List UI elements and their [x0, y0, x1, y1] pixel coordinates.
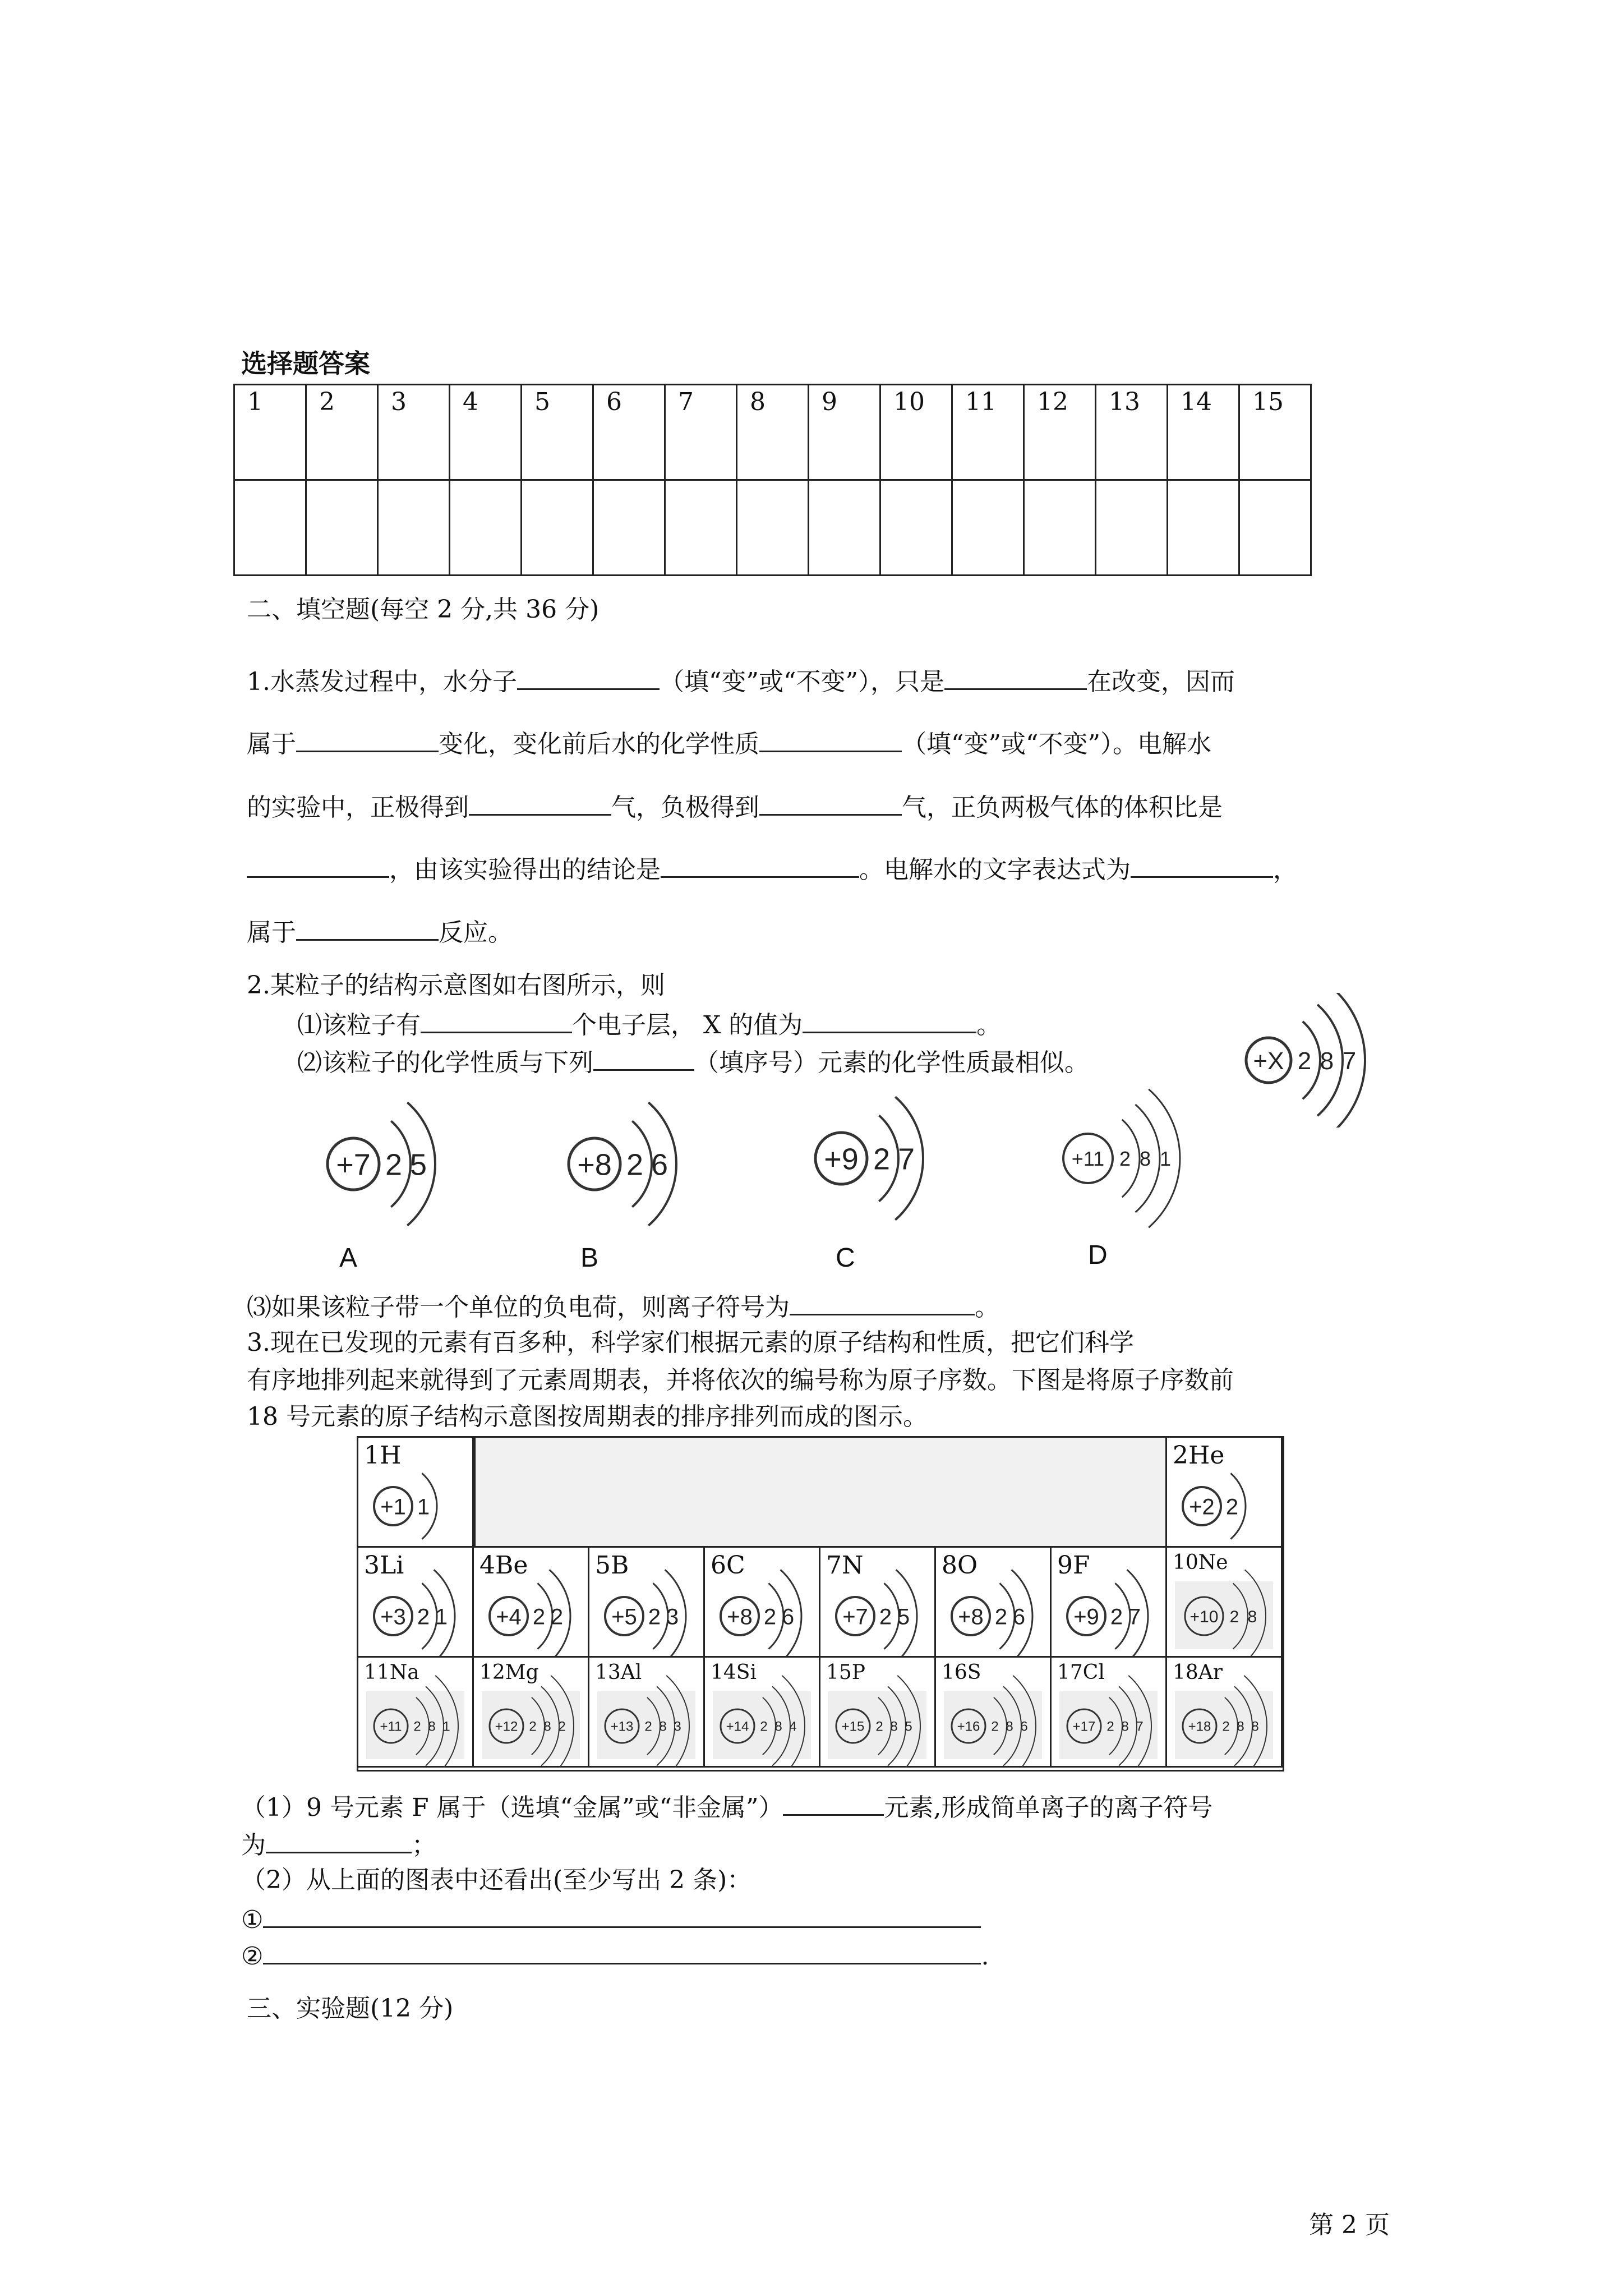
nucleus-charge: +18 — [1188, 1719, 1211, 1734]
nucleus-charge: +10 — [1189, 1607, 1219, 1626]
shell-electron-count: 8 — [1247, 1607, 1257, 1626]
answer-number-cell: 5 — [522, 385, 593, 480]
answer-number-cell: 6 — [593, 385, 665, 480]
shell-electron-count: 2 — [1110, 1604, 1123, 1630]
shell-electron-count: 1 — [435, 1604, 448, 1630]
answer-number-cell: 9 — [809, 385, 880, 480]
page-number: 第 2 页 — [1309, 2211, 1390, 2239]
element-cell — [1165, 1436, 1283, 1548]
shell-electron-count: 2 — [994, 1604, 1008, 1630]
shell-electron-count: 2 — [1222, 1719, 1230, 1734]
answer-input-cell[interactable] — [737, 480, 809, 576]
nucleus-charge: +17 — [1072, 1719, 1096, 1734]
shell-electron-count: 2 — [1225, 1494, 1239, 1520]
shell-electron-count: 2 — [763, 1604, 777, 1630]
answer-number-cell: 2 — [306, 385, 378, 480]
shell-electron-count: 6 — [651, 1148, 668, 1182]
option-b-atom — [555, 1094, 707, 1234]
element-cell — [357, 1656, 474, 1768]
element-symbol: 18Ar — [1173, 1661, 1223, 1684]
option-d-label: D — [1088, 1240, 1108, 1270]
shell-electron-count: 2 — [558, 1719, 566, 1734]
answer-table — [233, 384, 1312, 576]
periodic-table — [357, 1436, 1284, 1772]
option-c-label: C — [836, 1243, 855, 1273]
shell-electron-count: 2 — [875, 1719, 883, 1734]
option-b-label: B — [580, 1243, 599, 1273]
element-symbol: 7N — [826, 1551, 864, 1580]
shell-electron-count: 5 — [897, 1604, 910, 1630]
answer-title: 选择题答案 — [241, 348, 370, 379]
shell-electron-count: 8 — [1237, 1719, 1244, 1734]
element-symbol: 10Ne — [1173, 1551, 1228, 1574]
nucleus-charge: +8 — [727, 1604, 753, 1630]
answer-number-cell: 13 — [1096, 385, 1168, 480]
element-symbol: 4Be — [479, 1551, 528, 1580]
shell-electron-count: 2 — [532, 1604, 546, 1630]
element-atom-diagram — [936, 1548, 1052, 1658]
shell-electron-count: 6 — [1020, 1719, 1028, 1734]
nucleus-charge: +4 — [496, 1604, 522, 1630]
q3-answer1: ① — [241, 1902, 981, 1936]
element-atom-diagram — [936, 1658, 1052, 1768]
element-atom-diagram — [589, 1548, 705, 1658]
shell-electron-count: 8 — [543, 1719, 551, 1734]
shell-electron-count: 2 — [991, 1719, 999, 1734]
q1-line4: ，由该实验得出的结论是 。电解水的文字表达式为 ， — [247, 852, 1298, 886]
shell-electron-count: 2 — [1106, 1719, 1114, 1734]
shell-electron-count: 2 — [413, 1719, 421, 1734]
nucleus-charge: +9 — [824, 1142, 859, 1176]
nucleus-charge: +9 — [1073, 1604, 1099, 1630]
answer-input-cell[interactable] — [880, 480, 952, 576]
shell-electron-count: 8 — [1251, 1719, 1259, 1734]
element-atom-diagram — [474, 1548, 589, 1658]
answer-number-cell: 15 — [1239, 385, 1311, 480]
nucleus-charge: +3 — [380, 1604, 406, 1630]
shell-electron-count: 8 — [1121, 1719, 1129, 1734]
shell-electron-count: 2 — [626, 1148, 644, 1182]
element-atom-diagram — [820, 1658, 936, 1768]
main-atom-diagram — [1234, 993, 1380, 1128]
answer-input-cell[interactable] — [593, 480, 665, 576]
answer-input-cell[interactable] — [1239, 480, 1311, 576]
element-cell — [703, 1546, 820, 1658]
element-symbol: 13Al — [595, 1661, 642, 1684]
q3-line2: 有序地排列起来就得到了元素周期表，并将依次的编号称为原子序数。下图是将原子序数前 — [247, 1366, 1234, 1395]
q3-sub1: （1）9 号元素 F 属于（选填“金属”或“非金属”） 元素,形成简单离子的离子符号 — [241, 1789, 1212, 1824]
answer-number-cell: 1 — [234, 385, 306, 480]
element-cell — [934, 1656, 1052, 1768]
element-cell — [819, 1546, 936, 1658]
nucleus-charge: +12 — [495, 1719, 518, 1734]
element-atom-diagram — [1167, 1548, 1283, 1658]
element-symbol: 11Na — [364, 1661, 419, 1684]
answer-input-cell[interactable] — [522, 480, 593, 576]
section2-title: 二、填空题(每空 2 分,共 36 分) — [247, 595, 600, 624]
shell-electron-count: 1 — [442, 1719, 450, 1734]
nucleus-charge: +7 — [336, 1148, 371, 1182]
answer-input-cell[interactable] — [1024, 480, 1096, 576]
q3-sub1-cont: 为 ； — [241, 1827, 436, 1862]
nucleus-charge: +11 — [1071, 1147, 1105, 1170]
element-symbol: 1H — [364, 1441, 402, 1470]
nucleus-charge: +2 — [1189, 1494, 1215, 1520]
element-symbol: 17Cl — [1057, 1661, 1105, 1684]
element-cell — [588, 1656, 705, 1768]
q1-line5: 属于 反应。 — [247, 914, 513, 949]
element-atom-diagram — [1052, 1658, 1167, 1768]
nucleus-charge: +7 — [842, 1604, 868, 1630]
shell-electron-count: 8 — [774, 1719, 782, 1734]
element-symbol: 9F — [1057, 1551, 1090, 1580]
element-atom-diagram — [1167, 1438, 1283, 1548]
answer-input-cell[interactable] — [809, 480, 880, 576]
q2-part1: ⑴该粒子有 个电子层， X 的值为 。 — [297, 1007, 1001, 1042]
periodic-table-gap — [474, 1438, 1169, 1548]
answer-number-cell: 4 — [450, 385, 522, 480]
shell-electron-count: 1 — [417, 1494, 430, 1520]
shell-electron-count: 2 — [550, 1604, 564, 1630]
answer-number-cell: 12 — [1024, 385, 1096, 480]
shell-electron-count: 2 — [529, 1719, 537, 1734]
q1-line3: 的实验中，正极得到 气，负极得到 气，正负两极气体的体积比是 — [247, 789, 1223, 824]
q3-line1: 3.现在已发现的元素有百多种，科学家们根据元素的原子结构和性质，把它们科学 — [247, 1328, 1134, 1357]
q3-answer2: ② . — [241, 1938, 989, 1973]
nucleus-charge: +15 — [841, 1719, 865, 1734]
element-atom-diagram — [705, 1658, 820, 1768]
element-cell — [357, 1436, 474, 1548]
q2-intro: 2.某粒子的结构示意图如右图所示，则 — [247, 971, 665, 1000]
element-cell — [1050, 1546, 1167, 1658]
shell-electron-count: 6 — [781, 1604, 795, 1630]
element-cell — [588, 1546, 705, 1658]
shell-electron-count: 2 — [417, 1604, 430, 1630]
shell-electron-count: 2 — [1119, 1147, 1131, 1170]
element-symbol: 6C — [711, 1551, 745, 1580]
element-symbol: 15P — [826, 1661, 866, 1684]
element-symbol: 2He — [1173, 1441, 1225, 1470]
shell-electron-count: 2 — [879, 1604, 892, 1630]
element-atom-diagram — [474, 1658, 589, 1768]
shell-electron-count: 8 — [1139, 1147, 1151, 1170]
element-cell — [357, 1546, 474, 1658]
element-symbol: 16S — [942, 1661, 981, 1684]
shell-electron-count: 2 — [648, 1604, 661, 1630]
element-symbol: 14Si — [711, 1661, 757, 1684]
shell-electron-count: 5 — [905, 1719, 912, 1734]
answer-number-cell: 14 — [1168, 385, 1239, 480]
q3-line3: 18 号元素的原子结构示意图按周期表的排序排列而成的图示。 — [247, 1402, 928, 1431]
section3-title: 三、实验题(12 分) — [247, 1994, 454, 2023]
nucleus-charge: +8 — [958, 1604, 984, 1630]
answer-input-cell[interactable] — [1096, 480, 1168, 576]
element-atom-diagram — [358, 1438, 474, 1548]
option-d-atom — [1054, 1088, 1223, 1228]
element-symbol: 5B — [595, 1551, 629, 1580]
option-c-atom — [802, 1088, 953, 1228]
element-cell — [703, 1656, 820, 1768]
element-atom-diagram — [705, 1548, 820, 1658]
element-atom-diagram — [358, 1658, 474, 1768]
element-cell — [472, 1656, 589, 1768]
answer-input-cell[interactable] — [234, 480, 306, 576]
nucleus-charge: +8 — [577, 1148, 612, 1182]
answer-number-cell: 8 — [737, 385, 809, 480]
shell-electron-count: 8 — [659, 1719, 667, 1734]
shell-electron-count: 7 — [1136, 1719, 1144, 1734]
element-cell — [819, 1656, 936, 1768]
answer-input-cell[interactable] — [378, 480, 450, 576]
nucleus-charge: +5 — [611, 1604, 637, 1630]
nucleus-charge: +1 — [380, 1494, 406, 1520]
shell-electron-count: 2 — [385, 1148, 403, 1182]
q3-sub2: （2）从上面的图表中还看出(至少写出 2 条)： — [241, 1866, 752, 1894]
shell-electron-count: 8 — [890, 1719, 898, 1734]
shell-electron-count: 7 — [1128, 1604, 1141, 1630]
option-a-label: A — [339, 1243, 358, 1273]
shell-electron-count: 2 — [873, 1142, 891, 1176]
shell-electron-count: 7 — [897, 1142, 915, 1176]
element-atom-diagram — [589, 1658, 705, 1768]
element-cell — [1050, 1656, 1167, 1768]
element-atom-diagram — [1167, 1658, 1283, 1768]
nucleus-charge: +14 — [726, 1719, 749, 1734]
element-cell — [1165, 1546, 1283, 1658]
shell-electron-count: 3 — [666, 1604, 679, 1630]
answer-input-cell[interactable] — [450, 480, 522, 576]
shell-electron-count: 8 — [1320, 1047, 1334, 1075]
answer-number-cell: 3 — [378, 385, 450, 480]
element-cell — [1165, 1656, 1283, 1768]
shell-electron-count: 8 — [428, 1719, 436, 1734]
answer-input-cell[interactable] — [306, 480, 378, 576]
shell-electron-count: 4 — [789, 1719, 797, 1734]
nucleus-charge: +X — [1253, 1047, 1284, 1075]
answer-number-cell: 10 — [880, 385, 952, 480]
shell-electron-count: 7 — [1342, 1047, 1357, 1075]
answer-input-cell[interactable] — [665, 480, 737, 576]
answer-number-cell: 7 — [665, 385, 737, 480]
element-cell — [472, 1546, 589, 1658]
element-atom-diagram — [820, 1548, 936, 1658]
element-symbol: 12Mg — [479, 1661, 539, 1684]
shell-electron-count: 8 — [1006, 1719, 1013, 1734]
nucleus-charge: +11 — [380, 1719, 402, 1734]
element-symbol: 3Li — [364, 1551, 404, 1580]
element-atom-diagram — [1052, 1548, 1167, 1658]
shell-electron-count: 2 — [1297, 1047, 1312, 1075]
q1-line1: 1.水蒸发过程中，水分子 （填“变”或“不变”），只是 在改变，因而 — [247, 664, 1235, 698]
element-atom-diagram — [358, 1548, 474, 1658]
answer-input-cell[interactable] — [1168, 480, 1239, 576]
q2-part2: ⑵该粒子的化学性质与下列 （填序号）元素的化学性质最相似。 — [297, 1045, 1089, 1079]
shell-electron-count: 3 — [674, 1719, 681, 1734]
nucleus-charge: +16 — [957, 1719, 980, 1734]
shell-electron-count: 2 — [760, 1719, 768, 1734]
answer-number-cell: 11 — [952, 385, 1024, 480]
shell-electron-count: 1 — [1159, 1147, 1172, 1170]
q1-line2: 属于 变化，变化前后水的化学性质 （填“变”或“不变”）。电解水 — [247, 726, 1211, 761]
shell-electron-count: 6 — [1012, 1604, 1026, 1630]
element-cell — [934, 1546, 1052, 1658]
nucleus-charge: +13 — [610, 1719, 634, 1734]
shell-electron-count: 5 — [409, 1148, 427, 1182]
option-a-atom — [314, 1094, 465, 1234]
element-symbol: 8O — [942, 1551, 978, 1580]
answer-input-cell[interactable] — [952, 480, 1024, 576]
q2-part3: ⑶如果该粒子带一个单位的负电荷，则离子符号为 。 — [247, 1289, 999, 1324]
shell-electron-count: 2 — [644, 1719, 652, 1734]
shell-electron-count: 2 — [1229, 1607, 1239, 1626]
